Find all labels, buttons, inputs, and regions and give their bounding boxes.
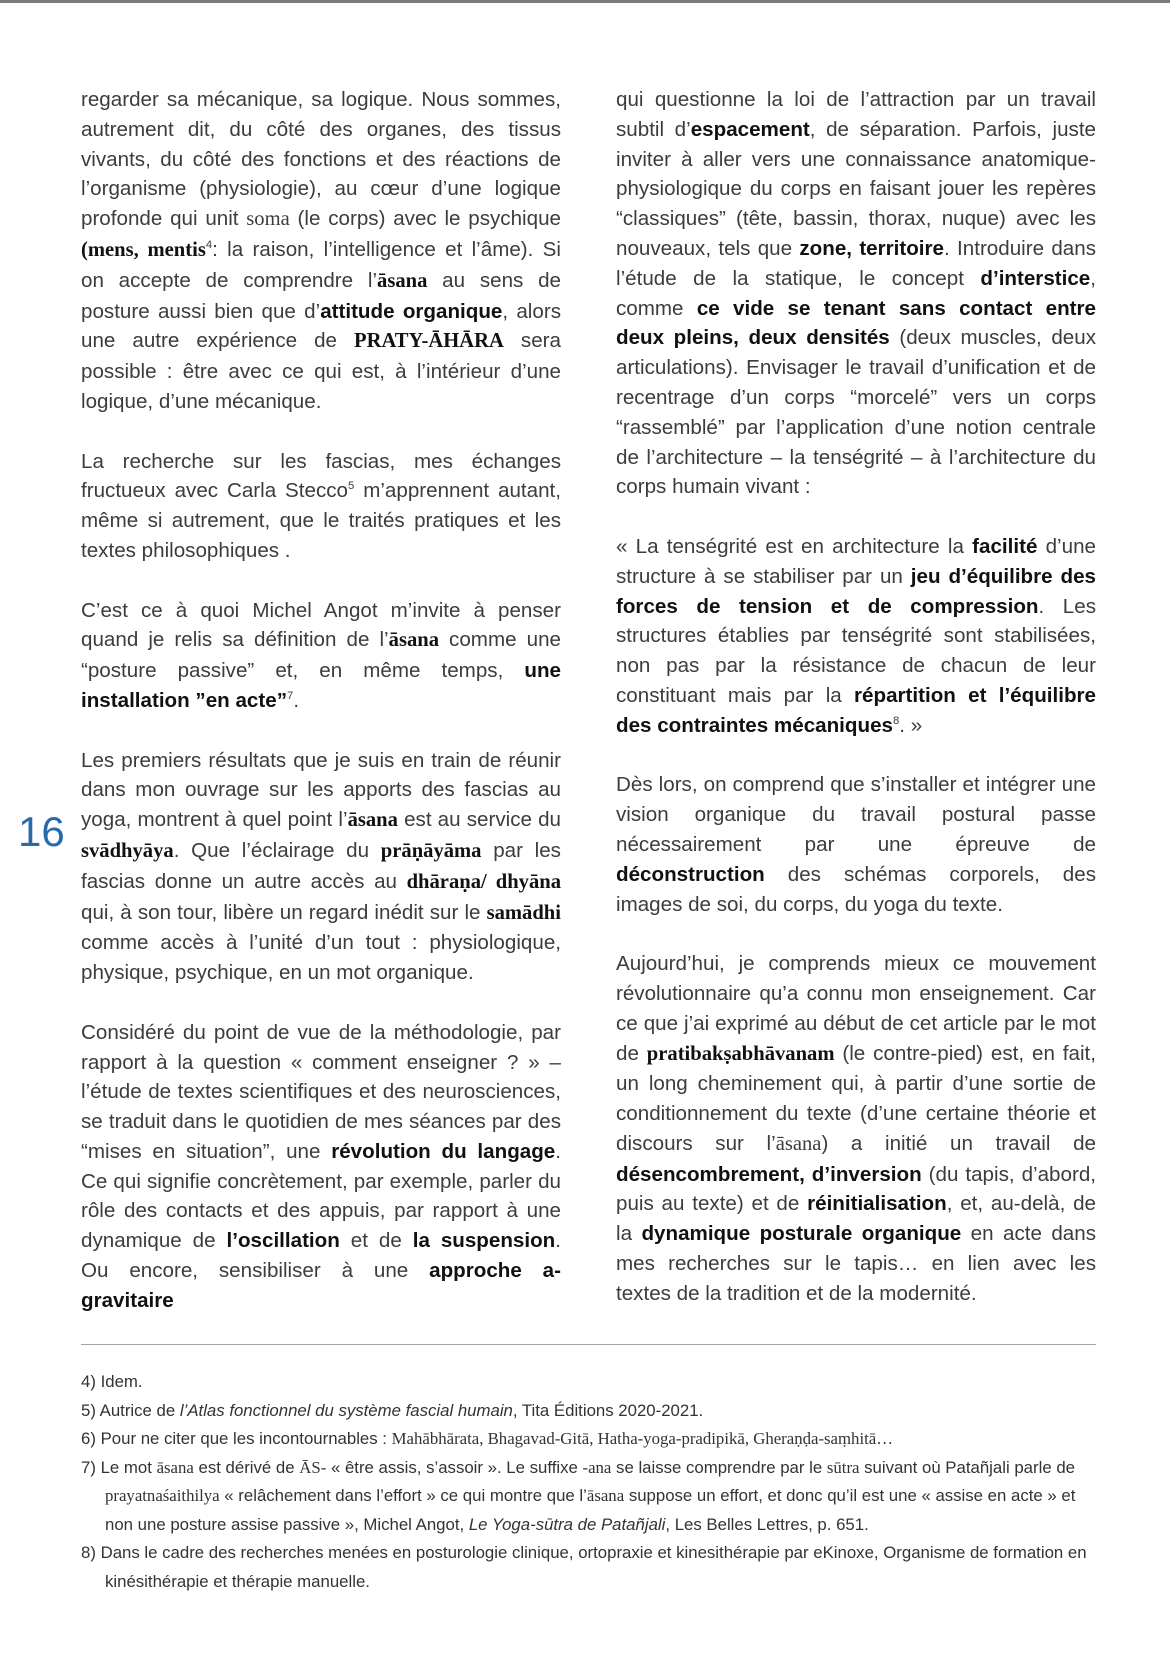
right-paragraph-1 bbox=[616, 85, 1096, 502]
text-run: āsana bbox=[388, 629, 439, 652]
text-run: espacement bbox=[690, 117, 810, 141]
text-run: facilité bbox=[972, 534, 1038, 558]
text-run: , de séparation. Parfois, juste inviter à aller vers une connaissance anatomique-physiologique du corps en faisant jouer les repères “classiques” (tête, bassin, thorax, nuque) avec les nouveaux, tels que bbox=[616, 117, 1096, 260]
text-run: samādhi bbox=[486, 901, 561, 924]
left-column bbox=[81, 85, 561, 1345]
footnote-7 bbox=[81, 1454, 1096, 1540]
text-run: (le corps) avec le psychique bbox=[289, 207, 561, 231]
text-run: (le contre-pied) est, en fait, un long cheminement qui, à partir d’une sortie de conditionnement du texte (d’une certaine théorie et discours sur l’ bbox=[616, 1041, 1096, 1155]
left-paragraph-2 bbox=[81, 447, 561, 566]
text-run: d’interstice bbox=[980, 266, 1091, 290]
text-run: pratibakṣabhāvanam bbox=[646, 1042, 835, 1065]
text-run: . Introduire dans l’étude de la statique, le concept bbox=[616, 236, 1097, 290]
text-run: dhāraṇa/ dhyāna bbox=[406, 870, 561, 893]
text-run: attitude organique bbox=[320, 299, 503, 323]
left-paragraph-3 bbox=[81, 596, 561, 716]
text-run: (deux muscles, deux articulations). Envisager le travail d’unification et de recentrage d’un corps “morcelé” vers un corps “rassemblé” par l’application d’une notion centrale de l’architecture – la tenségrité – à l’architecture du corps humain vivant : bbox=[616, 326, 1096, 499]
text-run: 5 bbox=[348, 480, 355, 493]
text-run: la suspension bbox=[412, 1229, 556, 1253]
text-run: Aujourd’hui, je comprends mieux ce mouvement révolutionnaire qu’a connu mon enseignement. Car ce que j’ai exprimé au début de cet article par le mot de bbox=[616, 952, 1096, 1065]
footnotes bbox=[81, 1368, 1096, 1596]
text-run: , alors une autre expérience de bbox=[81, 299, 561, 353]
text-run: , Tita Éditions 2020-2021. bbox=[512, 1400, 704, 1420]
text-run: suppose un effort, et donc qu’il est une « assise en acte » et non une posture assise passive », Michel Angot, bbox=[105, 1486, 1076, 1534]
text-run: C’est ce à quoi Michel Angot m’invite à penser quand je relis sa définition de l’ bbox=[81, 598, 561, 652]
text-run: Le Yoga-sūtra de Patañjali bbox=[468, 1514, 666, 1534]
text-run: au sens de posture aussi bien que d’ bbox=[81, 268, 561, 323]
text-run: regarder sa mécanique, sa logique. Nous sommes, autrement dit, du côté des organes, des tissus vivants, du côté des fonctions et des réactions de l’organisme (physiologie), au cœur d’une logique profonde qui unit bbox=[81, 88, 561, 231]
text-run: āsana bbox=[377, 269, 428, 292]
text-run: approche a-gravitaire bbox=[81, 1259, 561, 1312]
page-number: 16 bbox=[18, 808, 65, 855]
text-run: une installation ”en acte” bbox=[81, 659, 561, 712]
text-run: -ana bbox=[582, 1457, 612, 1477]
text-run: se laisse comprendre par le bbox=[611, 1457, 827, 1477]
text-run: ĀS- bbox=[299, 1457, 327, 1477]
right-paragraph-4 bbox=[616, 949, 1096, 1309]
text-run: 5) Autrice de bbox=[81, 1400, 180, 1420]
text-run: Dès lors, on comprend que s’installer et intégrer une vision organique du travail postural passe nécessairement par une épreuve de bbox=[616, 773, 1096, 856]
footnote-6 bbox=[81, 1425, 1096, 1454]
text-run: . Que l’éclairage du bbox=[173, 838, 381, 862]
text-run: comme une “posture passive” et, en même temps, bbox=[81, 628, 561, 683]
text-run: 4) Idem. bbox=[81, 1372, 143, 1391]
text-run: , Les Belles Lettres, p. 651. bbox=[665, 1514, 869, 1534]
text-run: prāṇāyāma bbox=[380, 839, 482, 862]
text-run: svādhyāya bbox=[81, 839, 174, 862]
text-run: suivant où Patañjali parle de bbox=[859, 1457, 1075, 1477]
text-run: . Ou encore, sensibiliser à une bbox=[81, 1229, 561, 1283]
text-run: 6) Pour ne citer que les incontournables : bbox=[81, 1429, 392, 1448]
text-run: (mens, mentis bbox=[81, 238, 206, 261]
text-run: qui, à son tour, libère un regard inédit sur le bbox=[81, 900, 487, 924]
text-run: . bbox=[293, 688, 300, 712]
footnote-5 bbox=[81, 1397, 1096, 1426]
text-run: répartition et l’équilibre des contraintes mécaniques bbox=[616, 683, 1096, 737]
text-run: révolution du langage bbox=[331, 1139, 556, 1163]
text-run: 8) Dans le cadre des recherches menées en posturologie clinique, ortopraxie et kinesithérapie par eKinoxe, Organisme de formation en kinésithérapie et thérapie manuelle. bbox=[81, 1543, 1087, 1591]
text-run: āsana bbox=[347, 809, 398, 832]
text-run: « être assis, s’assoir ». Le suffixe bbox=[326, 1457, 583, 1477]
text-run: 7) Le mot bbox=[81, 1457, 157, 1477]
left-paragraph-4 bbox=[81, 746, 561, 988]
footnote-divider bbox=[81, 1344, 1096, 1345]
text-run: déconstruction bbox=[616, 862, 765, 886]
text-run: ) a initié un travail de bbox=[821, 1131, 1096, 1155]
text-run: l’Atlas fonctionnel du système fascial humain bbox=[179, 1400, 513, 1420]
text-run: soma bbox=[246, 208, 290, 231]
text-run: . » bbox=[899, 713, 923, 737]
text-run: dynamique posturale organique bbox=[641, 1222, 962, 1246]
text-run: āsana bbox=[775, 1132, 822, 1155]
text-run: est dérivé de bbox=[193, 1457, 300, 1477]
text-run: prayatnaśaithilya bbox=[105, 1486, 220, 1505]
text-run: sūtra bbox=[826, 1457, 860, 1477]
text-run: 7 bbox=[287, 690, 294, 703]
text-run: , comme bbox=[616, 266, 1096, 320]
left-paragraph-5 bbox=[81, 1018, 561, 1316]
text-run: des schémas corporels, des images de soi, du corps, du yoga du texte. bbox=[616, 862, 1096, 916]
text-run: 4 bbox=[205, 239, 213, 252]
left-paragraph-1 bbox=[81, 85, 561, 417]
text-run: , et, au-delà, de la bbox=[616, 1192, 1096, 1246]
text-run: jeu d’équilibre des forces de tension et de compression bbox=[616, 564, 1097, 618]
text-run: ce vide se tenant sans contact entre deux pleins, deux densités bbox=[616, 296, 1096, 350]
right-paragraph-2-quote bbox=[616, 532, 1096, 741]
text-run: d’une structure à se stabiliser par un bbox=[616, 534, 1096, 588]
text-run: est au service du bbox=[397, 808, 562, 832]
text-run: par les fascias donne un autre accès au bbox=[81, 838, 561, 893]
text-run: et de bbox=[339, 1229, 413, 1253]
text-run: réinitialisation bbox=[807, 1192, 947, 1216]
text-run: en acte dans mes recherches sur le tapis… en lien avec les textes de la tradition et de la modernité. bbox=[616, 1222, 1096, 1305]
text-run: (du tapis, d’abord, puis au texte) et de bbox=[616, 1162, 1096, 1216]
text-run: 8 bbox=[892, 714, 900, 727]
text-run: . Ce qui signifie concrètement, par exemple, parler du rôle des contacts et des appuis, par rapport à une dynamique de bbox=[81, 1139, 561, 1253]
text-run: PRATY-ĀHĀRA bbox=[354, 330, 504, 353]
footnote-4 bbox=[81, 1368, 1096, 1397]
text-run: désencombrement, d’inversion bbox=[616, 1162, 922, 1186]
text-run: La recherche sur les fascias, mes échanges fructueux avec Carla Stecco bbox=[81, 449, 561, 503]
text-run: qui questionne la loi de l’attraction par un travail subtil d’ bbox=[616, 88, 1096, 141]
text-run: sera possible : être avec ce qui est, à l’intérieur d’une logique, d’une mécanique. bbox=[81, 329, 561, 413]
right-column bbox=[616, 85, 1096, 1338]
text-run: « La tenségrité est en architecture la bbox=[616, 534, 973, 558]
text-run: comme accès à l’unité d’un tout : physiologique, physique, psychique, en un mot organique. bbox=[81, 931, 561, 985]
footnote-8 bbox=[81, 1539, 1096, 1596]
right-paragraph-3 bbox=[616, 770, 1096, 919]
text-run: āsana bbox=[156, 1457, 194, 1477]
text-run: : la raison, l’intelligence et l’âme). Si on accepte de comprendre l’ bbox=[81, 237, 561, 292]
text-run: zone, territoire bbox=[799, 236, 945, 260]
text-run: . Les structures établies par tenségrité sont stabilisées, non pas par la résistance de chacun de leur constituant mais par la bbox=[616, 594, 1096, 707]
text-run: « relâchement dans l’effort » ce qui montre que l’ bbox=[219, 1486, 587, 1505]
document-page bbox=[0, 3, 1170, 1677]
text-run: m’apprennent autant, même si autrement, que le traités pratiques et les textes philosophiques . bbox=[81, 479, 561, 562]
text-run: Mahābhārata, Bhagavad-Gitā, Hatha-yoga-pradipikā, Gheraṇḍa-saṃhitā… bbox=[391, 1429, 894, 1448]
text-run: Les premiers résultats que je suis en train de réunir dans mon ouvrage sur les apports des fascias au yoga, montrent à quel point l’ bbox=[81, 748, 561, 832]
text-run: Considéré du point de vue de la méthodologie, par rapport à la question « comment enseigner ? » – l’étude de textes scientifiques et des neurosciences, se traduit dans le quotidien de mes séances par des “mises en situation”, une bbox=[81, 1020, 561, 1163]
text-run: āsana bbox=[586, 1486, 625, 1505]
text-run: l’oscillation bbox=[226, 1229, 340, 1253]
